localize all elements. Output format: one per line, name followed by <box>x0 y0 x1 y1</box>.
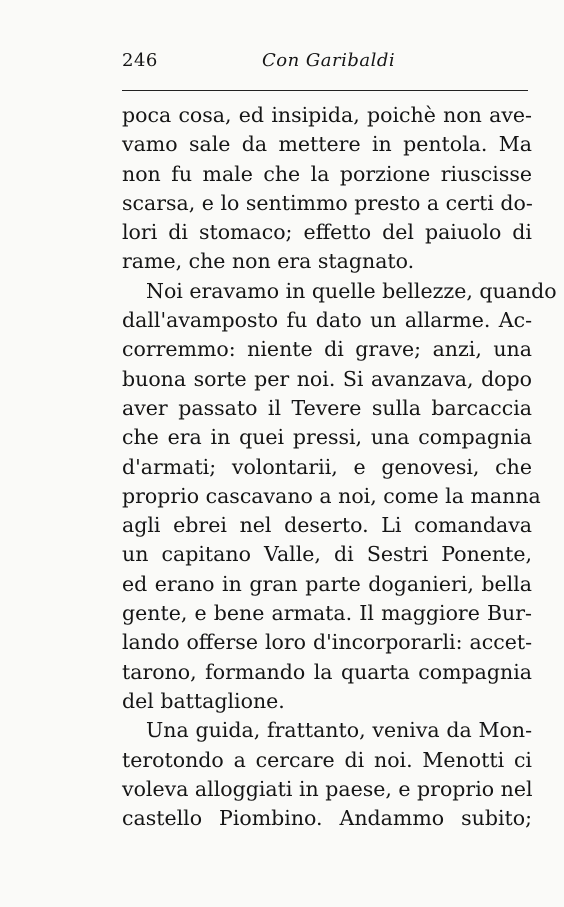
text-line: d'armati; volontarii, e genovesi, che <box>122 454 532 479</box>
text-line: lando offerse loro d'incorporarli: accet- <box>122 630 532 655</box>
text-line: gente, e bene armata. Il maggiore Bur- <box>122 601 532 626</box>
text-line: buona sorte per noi. Si avanzava, dopo <box>122 366 532 391</box>
text-line: poca cosa, ed insipida, poichè non ave- <box>122 103 532 127</box>
text-line: Una guida, frattanto, veniva da Mon- <box>146 718 532 743</box>
text-line: proprio cascavano a noi, come la manna <box>122 483 541 508</box>
text-line: corremmo: niente di grave; anzi, una <box>122 337 532 362</box>
running-title: Con Garibaldi <box>262 50 396 71</box>
text-line: voleva alloggiati in paese, e proprio nel <box>122 776 533 801</box>
text-line: dall'avamposto fu dato un allarme. Ac- <box>122 308 532 333</box>
text-line: ed erano in gran parte doganieri, bella <box>122 571 532 596</box>
text-line: rame, che non era stagnato. <box>122 249 415 274</box>
page-number: 246 <box>122 50 158 71</box>
text-line: castello Piombino. Andammo subito; <box>122 806 532 831</box>
header-rule <box>122 90 528 91</box>
text-line: lori di stomaco; effetto del paiuolo di <box>122 220 532 245</box>
text-line: agli ebrei nel deserto. Li comandava <box>122 513 532 538</box>
text-line: non fu male che la porzione riuscisse <box>122 161 532 186</box>
text-line: aver passato il Tevere sulla barcaccia <box>122 395 532 420</box>
body-text <box>122 101 557 833</box>
text-line: che era in quei pressi, una compagnia <box>122 425 532 450</box>
text-line: tarono, formando la quarta compagnia <box>122 659 532 684</box>
text-line: Noi eravamo in quelle bellezze, quando <box>146 278 557 303</box>
text-line: scarsa, e lo sentimmo presto a certi do- <box>122 190 533 215</box>
text-line: del battaglione. <box>122 688 285 713</box>
text-line: terotondo a cercare di noi. Menotti ci <box>122 747 532 772</box>
text-line: vamo sale da mettere in pentola. Ma <box>122 132 532 157</box>
text-line: un capitano Valle, di Sestri Ponente, <box>122 542 532 567</box>
